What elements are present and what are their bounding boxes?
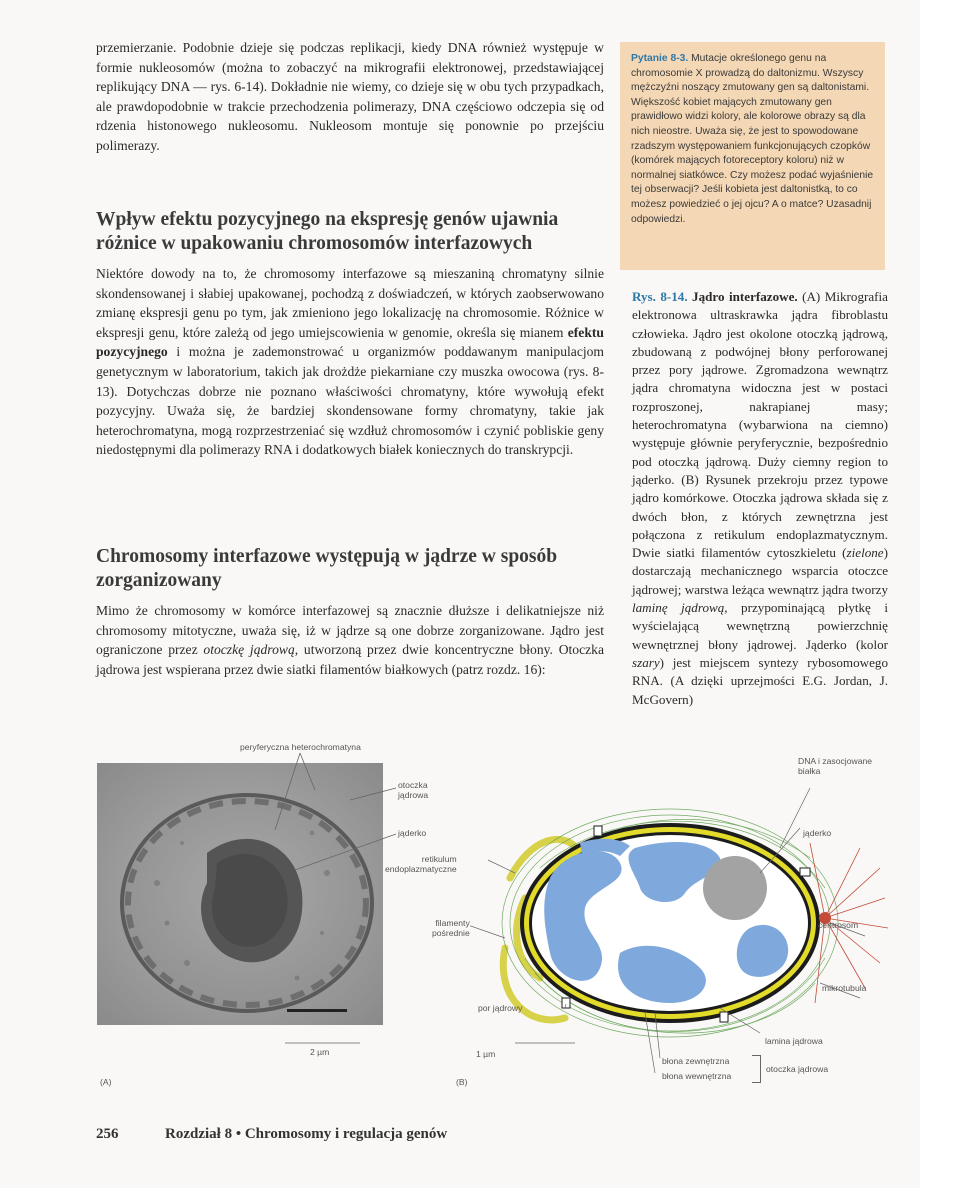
label-envelope-a: otoczka jądrowa — [398, 780, 429, 800]
label-scale-b: 1 µm — [476, 1049, 496, 1059]
label-panel-a: (A) — [100, 1077, 112, 1087]
label-er: retikulum endoplazmatyczne — [385, 854, 457, 874]
section-heading-position-effect: Wpływ efektu pozycyjnego na ekspresję genów ujawnia różnice w upakowaniu chromosomów interfazowych — [96, 209, 559, 254]
label-pore: por jądrowy — [478, 1003, 523, 1013]
para3-text-b: , utworzoną przez dwie koncentryczne błony. Otoczka jądrowa jest wspierana przez dwie siatki filamentów białkowych (patrz rozdz. 16): — [96, 642, 604, 677]
label-outer-membrane: błona zewnętrzna — [662, 1056, 730, 1066]
caption-title: Jądro interfazowe. — [687, 289, 798, 304]
caption-text-3: , przypominającą płytkę i wyścielającą wewnętrzną powierzchnię wewnętrznej błony jądrowej. Jąderko (kolor — [632, 600, 888, 652]
running-footer: Rozdział 8 • Chromosomy i regulacja genów — [165, 1126, 448, 1142]
caption-text-2: ) dostarczają mechanicznego wsparcia otoczce jądrowej; warstwa leżąca wewnątrz jądra tworzy — [632, 545, 888, 597]
term-position-effect: efektu pozycyjnego — [96, 324, 604, 360]
label-filaments: filamenty pośrednie — [432, 918, 470, 938]
label-nucleolus-b: jąderko — [803, 828, 832, 838]
label-envelope-b: otoczka jądrowa — [766, 1064, 829, 1074]
intro-text: przemierzanie. Podobnie dzieje się podczas replikacji, kiedy DNA również występuje w formie nukleosomów (można to zobaczyć na mikrografii elektronowej, przedstawiającej replikujący DNA — rys. 6-14). Dokładnie nie wiemy, co dzieje się w obu tych przypadkach, ale prawdopodobnie w trakcie przechodzenia polimerazy, DNA częściowo odczepia się od rdzenia histonowego nukleosomu. Nukleosom montuje się ponownie po przejściu polimerazy. — [96, 40, 604, 153]
section-heading-nucleus-organization: Chromosomy interfazowe występują w jądrze w sposób zorganizowany — [96, 546, 558, 591]
label-peripheral-heterochromatin: peryferyczna heterochromatyna — [240, 742, 361, 752]
question-label: Pytanie 8-3. — [631, 53, 689, 64]
term-nuclear-envelope: otoczkę jądrową — [203, 642, 295, 658]
para3-text-a: Mimo że chromosomy w komórce interfazowej są znacznie dłuższe i delikatniejsze niż chromosomy mitotyczne, uważa się, iż w jądrze są one dobrze zorganizowane. Jądro jest ograniczone przez — [96, 603, 604, 658]
envelope-bracket — [752, 1055, 761, 1083]
caption-italic-lamina: laminę jądrową — [632, 600, 725, 616]
caption-italic-gray: szary — [632, 654, 660, 670]
label-nucleolus-a: jąderko — [398, 828, 427, 838]
label-centrosome: centrosom — [818, 920, 859, 930]
label-dna-proteins: DNA i zasocjowane białka — [798, 756, 873, 776]
label-lamina: lamina jądrowa — [765, 1036, 823, 1046]
caption-italic-green: zielone — [846, 545, 884, 561]
caption-label: Rys. 8-14. — [632, 289, 688, 304]
caption-text-4: ) jest miejscem syntezy rybosomowego RNA. (A dzięki uprzejmości E.G. Jordan, J. McGovern) — [632, 654, 888, 707]
label-microtubule: mikrotubula — [822, 983, 867, 993]
para2-text-a: Niektóre dowody na to, że chromosomy interfazowe są mieszaniną chromatyny silnie skondensowanej i słabiej upakowanej, pochodzą z doświadczeń, w których zaobserwowano zmianę ekspresji genu po tym, jak zmieniono jego lokalizację na chromosomie. Różnice w ekspresji genu, które zależą od jego umiejscowienia w genomie, określa się mianem — [96, 266, 604, 340]
label-scale-a: 2 µm — [310, 1047, 330, 1057]
question-text: Mutacje określonego genu na chromosomie X prowadzą do daltonizmu. Wszyscy mężczyźni noszący zmutowany gen są daltonistami. Większość kobiet mających zmutowany gen prawidłowo widzi kolory, ale kolorowe obrazy są dla nich nieostre. Uważa się, że jest to spowodowane rzadszym występowaniem funkcjonujących czopków (komórek mających fotoreceptory koloru) niż w normalnej siatkówce. Czy możesz podać wyjaśnienie tej obserwacji? Jeśli kobieta jest daltonistką, to co możesz powiedzieć o jej ojcu? A o matce? Uzasadnij odpowiedzi. — [631, 53, 874, 225]
page-number: 256 — [96, 1126, 119, 1142]
nucleolus — [703, 856, 767, 920]
caption-text-1: (A) Mikrografia elektronowa ultraskrawka jądra fibroblastu człowieka. Jądro jest okolone otoczką jądrową, zbudowaną z podwójnej błony perforowanej przez pory jądrowe. Zgromadzona wewnątrz jądra chromatyna widoczna jest w postaci rozproszonej, nakrapianej masy; heterochromatyna (wybarwiona na ciemno) występuje głównie peryferycznie, bezpośrednio pod otoczką jądrową. Duży ciemny region to jąderko. (B) Rysunek przekroju przez typowe jądro komórkowe. Otoczka jądrowa składa się z dwóch błon, z których zewnętrzna jest połączona z retikulum endoplazmatycznym. Dwie siatki filamentów cytoszkieletu ( — [632, 289, 888, 561]
label-inner-membrane: błona wewnętrzna — [662, 1071, 732, 1081]
label-panel-b: (B) — [456, 1077, 468, 1087]
para2-text-b: i można je zademonstrować u organizmów poddawanym manipulacjom genetycznym w laboratorium, takich jak drożdże piekarniane czy muszka owocowa (rys. 8-13). Dotychczas dobrze nie poznano właściwości chromatyny, które wywołują efekt pozycyjny. Uważa się, że bardziej skondensowane formy chromatyny, takie jak heterochromatyna, mogą rozprzestrzeniać się wzdłuż chromosomów i czynić pobliskie geny niedostępnymi dla polimerazy RNA i dodatkowych białek koniecznych do transkrypcji. — [96, 344, 604, 458]
